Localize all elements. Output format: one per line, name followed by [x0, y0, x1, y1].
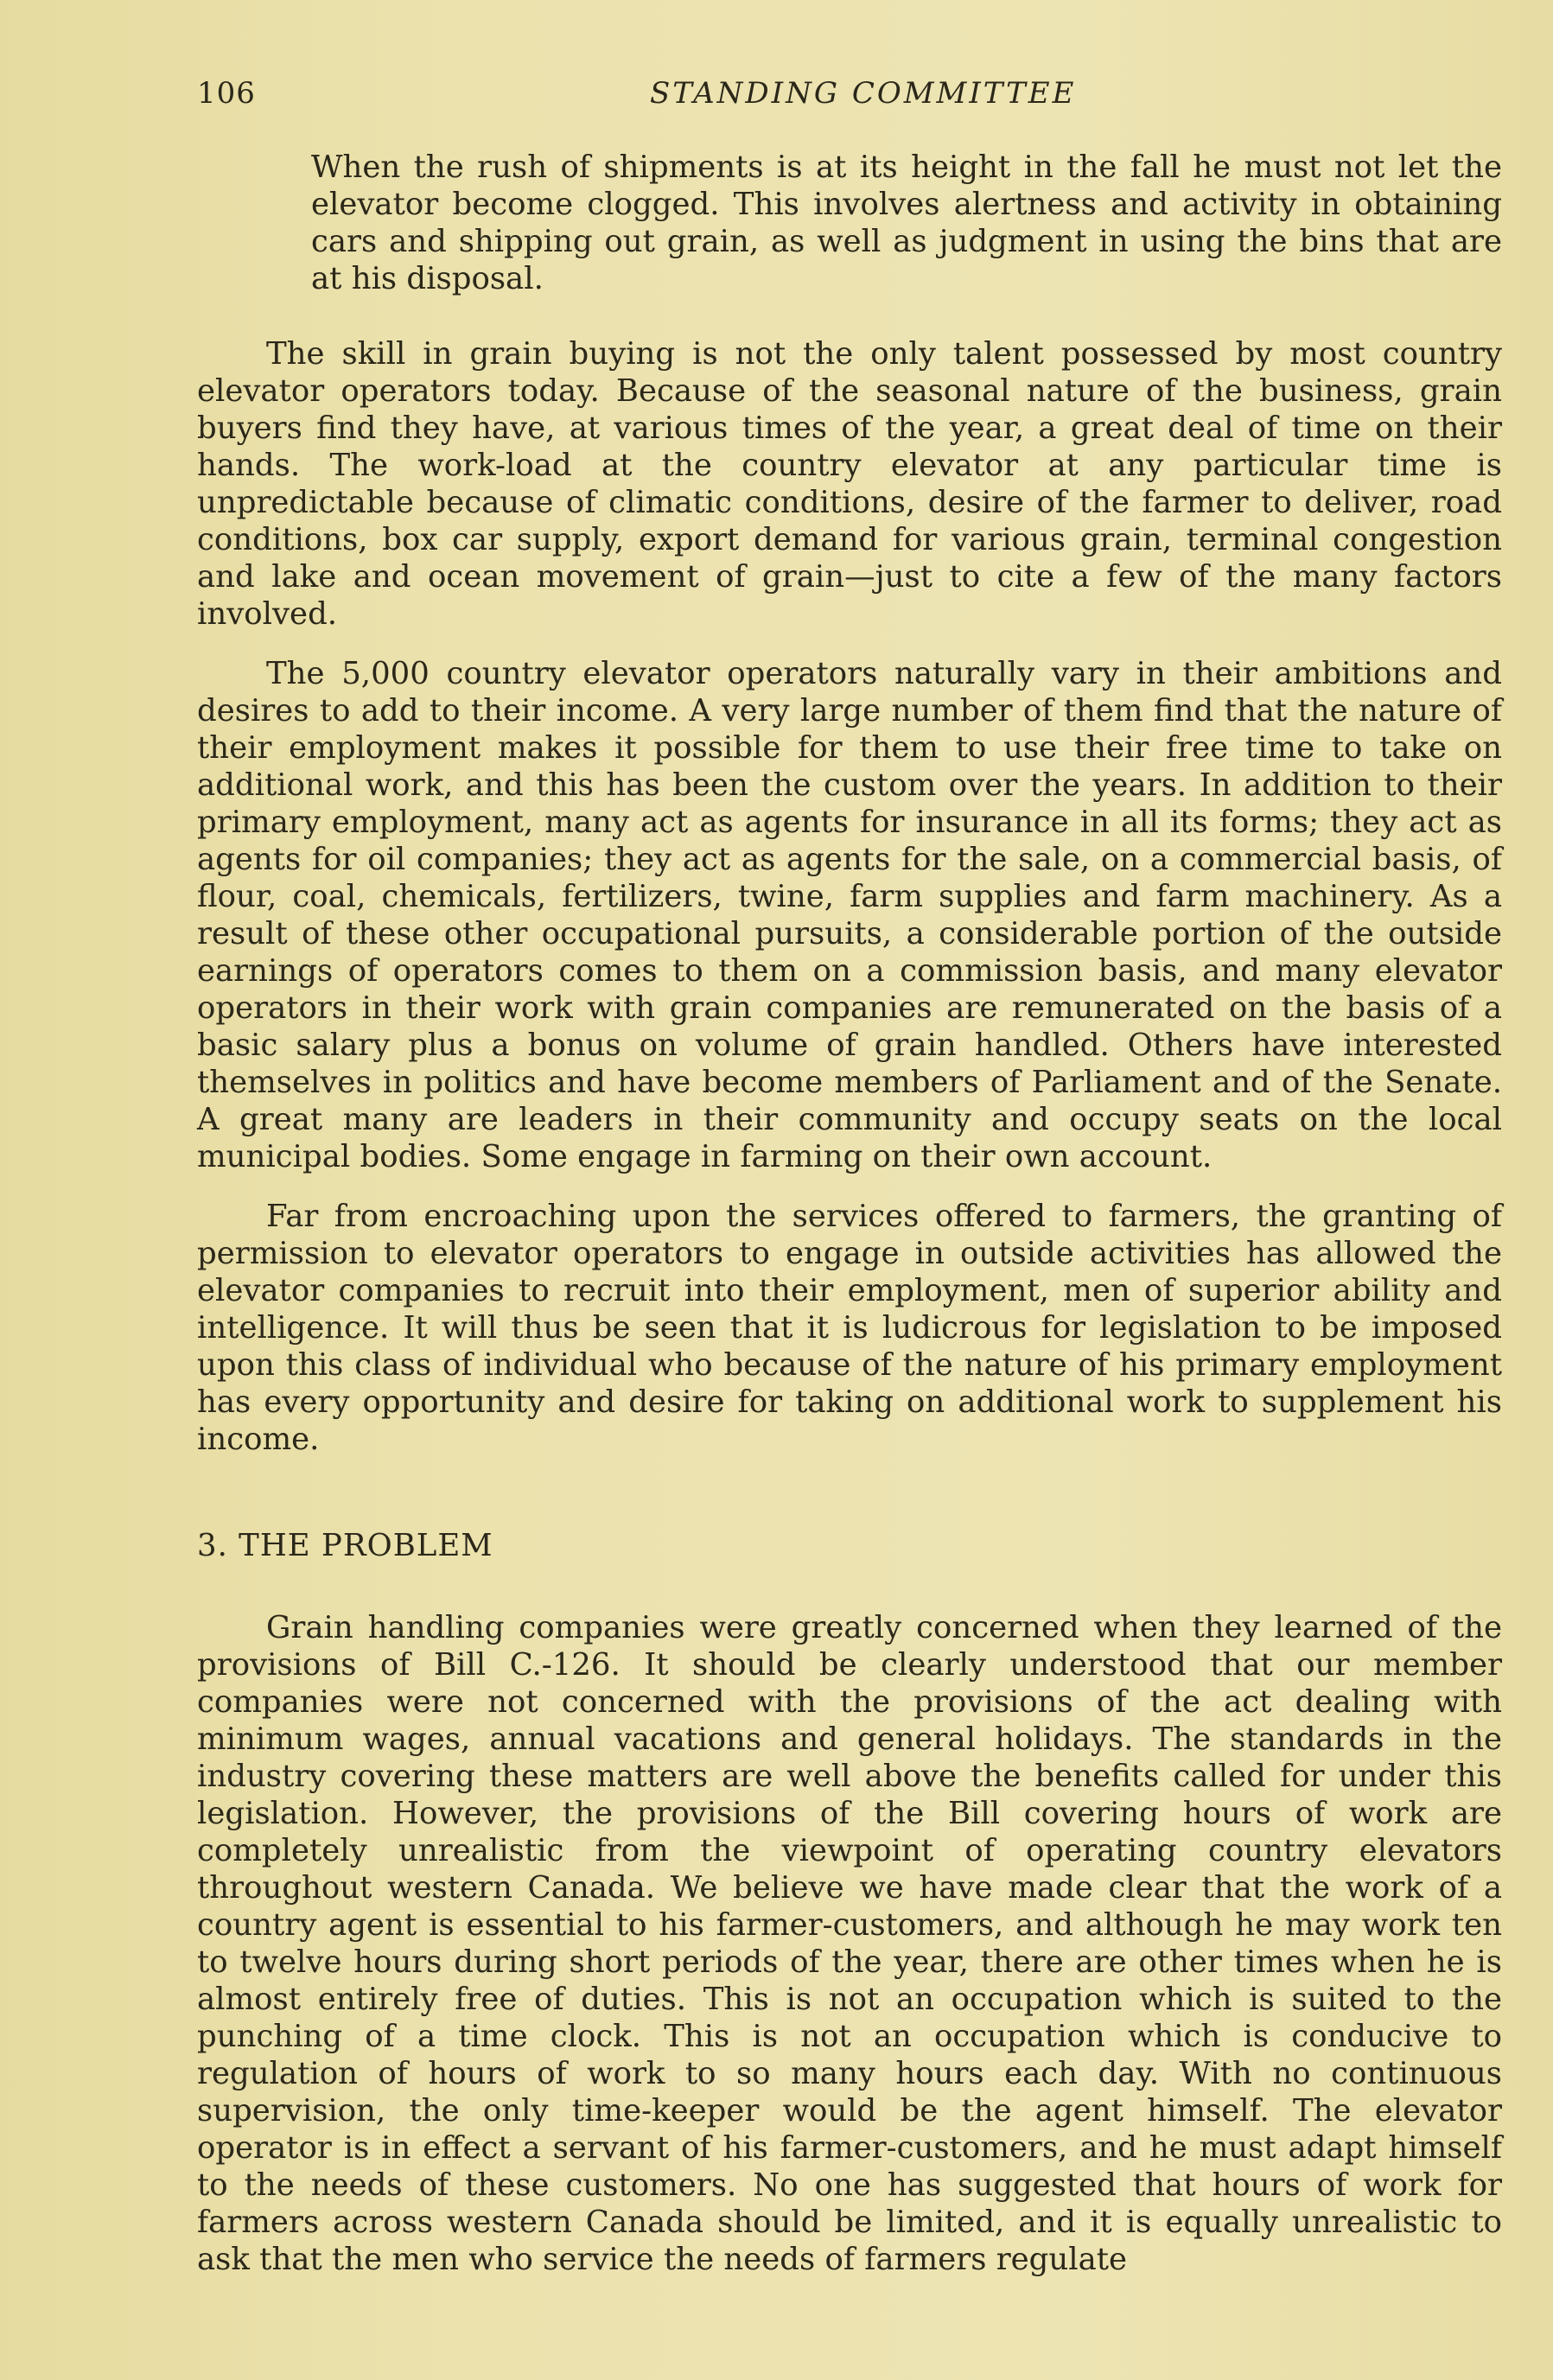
body-text: [197, 149, 1502, 2278]
paragraph-operators: The 5,000 country elevator operators naturally vary in their ambitions and desires to add to their income. A very large number of them find that the nature of their employment makes it possible for them to use their free time to take on additional work, and this has been the custom over the years. In addition to their primary employment, many act as agents for insurance in all its forms; they act as agents for oil companies; they act as agents for the sale, on a commercial basis, of flour, coal, chemicals, fertilizers, twine, farm supplies and farm machinery. As a result of these other occupational pursuits, a considerable portion of the outside earnings of operators comes to them on a commission basis, and many elevator operators in their work with grain companies are remunerated on the basis of a basic salary plus a bonus on volume of grain handled. Others have interested themselves in politics and have become members of Parliament and of the Senate. A great many are leaders in their community and occupy seats on the local municipal bodies. Some engage in farming on their own account.: [197, 656, 1502, 1174]
section-heading: 3. THE PROBLEM: [197, 1528, 493, 1563]
paragraph-outside-activities: Far from encroaching upon the services offered to farmers, the granting of permission to elevator operators to engage in outside activities has allowed the elevator companies to recruit into their employment, men of superior ability and intelligence. It will thus be seen that it is ludicrous for legislation to be imposed upon this class of individual who because of the nature of his primary employment has every opportunity and desire for taking on additional work to supplement his income.: [197, 1199, 1502, 1457]
quoted-paragraph: When the rush of shipments is at its height in the fall he must not let the elevator become clogged. This involves alertness and activity in obtaining cars and shipping out grain, as well as judgment in using the bins that are at his disposal.: [311, 150, 1502, 296]
paragraph-skill: The skill in grain buying is not the only talent possessed by most country elevator operators today. Because of the seasonal nature of the business, grain buyers find they have, at various times of the year, a great deal of time on their hands. The work-load at the country elevator at any particular time is unpredictable because of climatic conditions, desire of the farmer to deliver, road conditions, box car supply, export demand for various grain, terminal congestion and lake and ocean movement of grain—just to cite a few of the many factors involved.: [197, 336, 1502, 632]
paragraph-problem: Grain handling companies were greatly concerned when they learned of the provisions of Bill C.-126. It should be clearly understood that our member companies were not concerned with the provisions of the act dealing with minimum wages, annual vacations and general holidays. The standards in the industry covering these matters are well above the benefits called for under this legislation. However, the provisions of the Bill covering hours of work are completely unrealistic from the viewpoint of operating country elevators throughout western Canada. We believe we have made clear that the work of a country agent is essential to his farmer-customers, and although he may work ten to twelve hours during short periods of the year, there are other times when he is almost entirely free of duties. This is not an occupation which is suited to the punching of a time clock. This is not an occupation which is conducive to regulation of hours of work to so many hours each day. With no continuous supervision, the only time-keeper would be the agent himself. The elevator operator is in effect a servant of his farmer-customers, and he must adapt himself to the needs of these customers. No one has suggested that hours of work for farmers across western Canada should be limited, and it is equally unrealistic to ask that the men who service the needs of farmers regulate: [197, 1610, 1502, 2277]
running-head: STANDING COMMITTEE: [650, 76, 1077, 111]
page-number: 106: [197, 76, 256, 111]
